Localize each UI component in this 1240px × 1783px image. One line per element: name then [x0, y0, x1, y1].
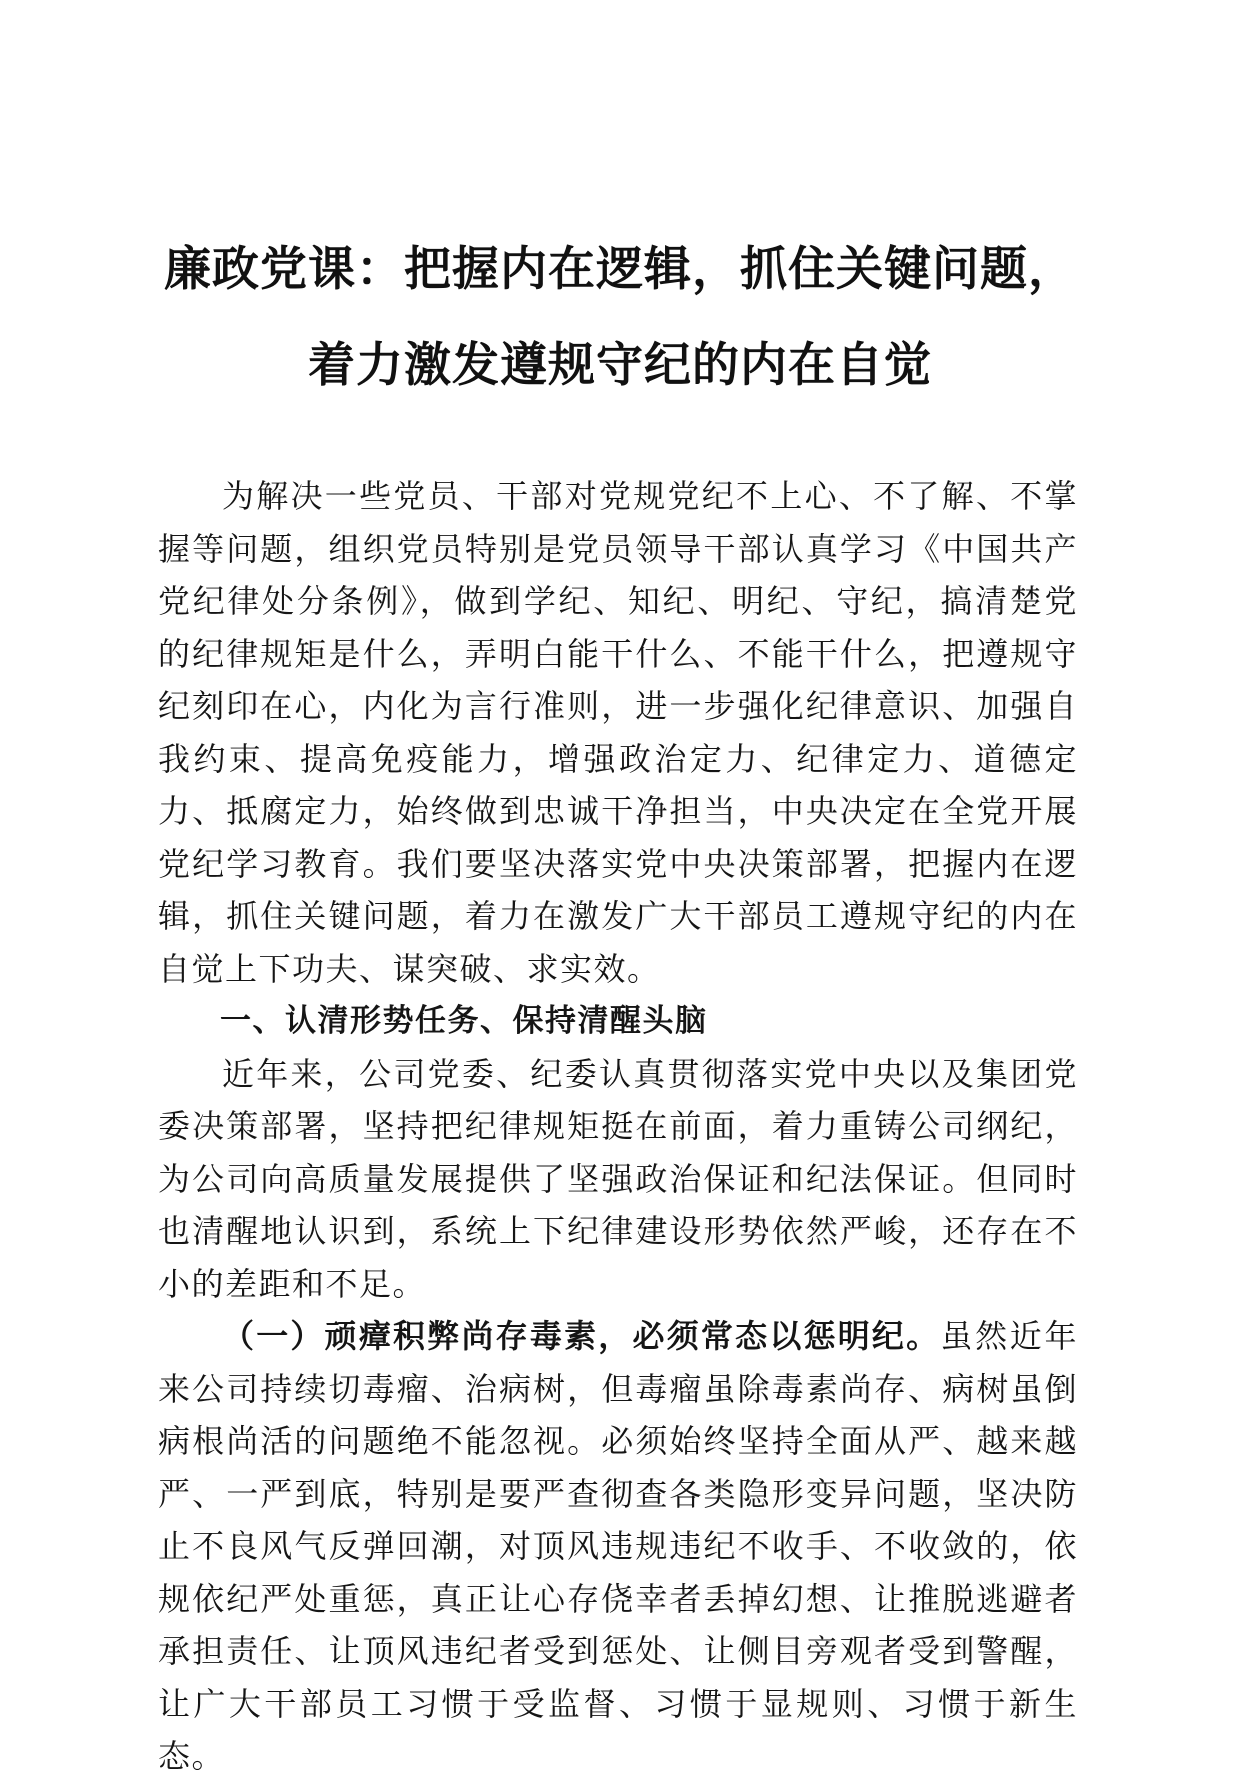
- document-body: [158, 470, 1078, 1783]
- subsection-1-paragraph: [158, 1310, 1078, 1783]
- subsection-1-lead: （一）顽瘴积弊尚存毒素，必须常态以惩明纪。: [222, 1317, 941, 1355]
- intro-paragraph: 为解决一些党员、干部对党规党纪不上心、不了解、不掌握等问题，组织党员特别是党员领导干部认真学习《中国共产党纪律处分条例》，做到学纪、知纪、明纪、守纪，搞清楚党的纪律规矩是什么，弄明白能干什么、不能干什么，把遵规守纪刻印在心，内化为言行准则，进一步强化纪律意识、加强自我约束、提高免疫能力，增强政治定力、纪律定力、道德定力、抵腐定力，始终做到忠诚干净担当，中央决定在全党开展党纪学习教育。我们要坚决落实党中央决策部署，把握内在逻辑，抓住关键问题，着力在激发广大干部员工遵规守纪的内在自觉上下功夫、谋突破、求实效。: [158, 477, 1078, 988]
- subsection-1-text: 虽然近年来公司持续切毒瘤、治病树，但毒瘤虽除毒素尚存、病树虽倒病根尚活的问题绝不能忽视。必须始终坚持全面从严、越来越严、一严到底，特别是要严查彻查各类隐形变异问题，坚决防止不良风气反弹回潮，对顶风违规违纪不收手、不收敛的，依规依纪严处重惩，真正让心存侥幸者丢掉幻想、让推脱逃避者承担责任、让顶风违纪者受到惩处、让侧目旁观者受到警醒，让广大干部员工习惯于受监督、习惯于显规则、习惯于新生态。: [158, 1317, 1078, 1775]
- section-1-paragraph: 近年来，公司党委、纪委认真贯彻落实党中央以及集团党委决策部署，坚持把纪律规矩挺在前面，着力重铸公司纲纪，为公司向高质量发展提供了坚强政治保证和纪法保证。但同时也清醒地认识到，系统上下纪律建设形势依然严峻，还存在不小的差距和不足。: [158, 1054, 1078, 1303]
- document-title: 廉政党课：把握内在逻辑，抓住关键问题，着力激发遵规守纪的内在自觉: [164, 242, 1076, 393]
- section-heading-1: 一、认清形势任务、保持清醒头脑: [220, 1003, 708, 1039]
